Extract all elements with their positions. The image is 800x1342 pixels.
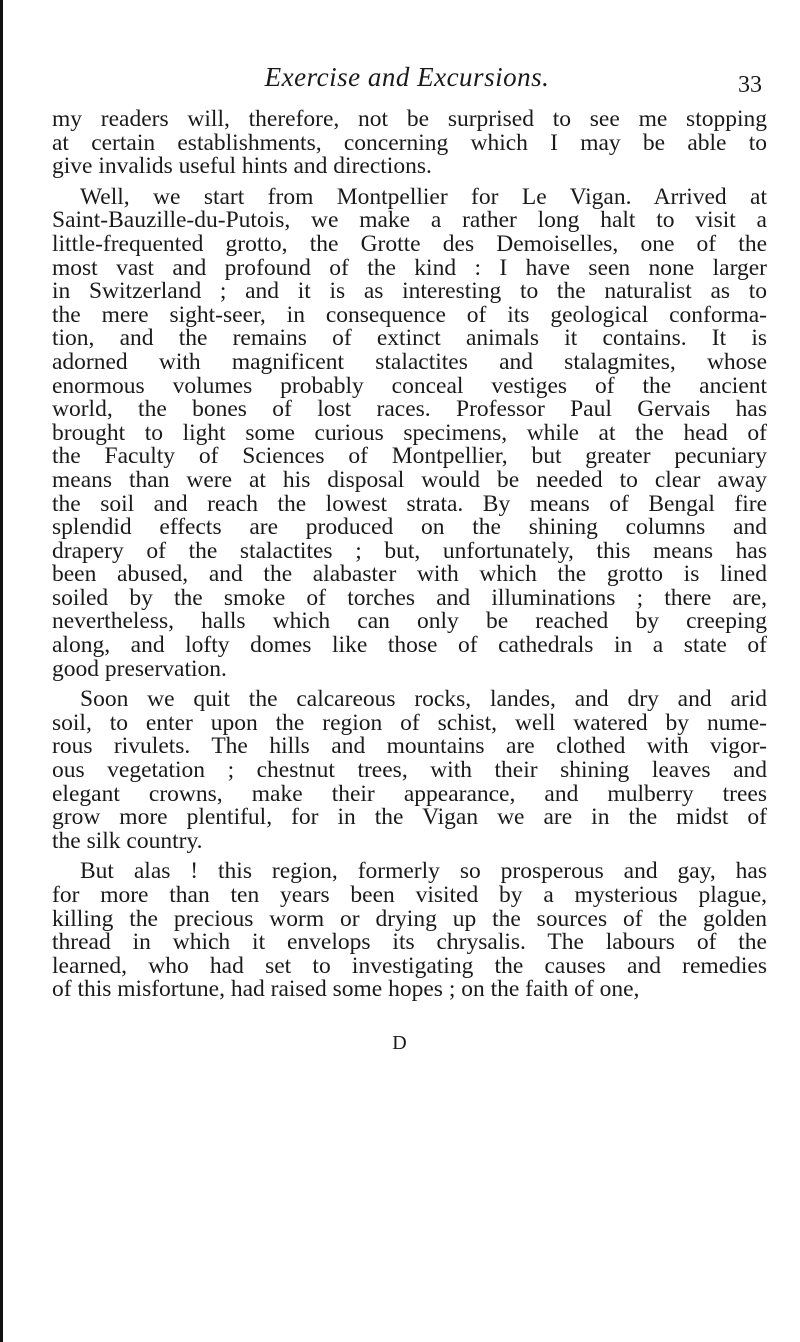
text-line: been abused, and the alabaster with which the grotto is lined — [52, 563, 767, 587]
paragraph — [52, 186, 767, 681]
paragraph — [52, 108, 767, 179]
paragraph — [52, 688, 767, 853]
page-edge-rule — [0, 0, 3, 1342]
text-line: Soon we quit the calcareous rocks, landes, and dry and arid — [80, 688, 767, 712]
text-line: Well, we start from Montpellier for Le Vigan. Arrived at — [80, 185, 767, 210]
text-line: at certain establishments, concerning which I may be able to — [52, 131, 767, 156]
text-line: of this misfortune, had raised some hopes ; on the faith of one, — [52, 978, 640, 1002]
text-line: rous rivulets. The hills and mountains are clothed with vigor- — [52, 735, 767, 760]
text-line: along, and lofty domes like those of cathedrals in a state of — [52, 634, 767, 658]
paragraph-gap — [52, 179, 767, 186]
text-line: But alas ! this region, formerly so prosperous and gay, has — [80, 860, 767, 884]
text-line: for more than ten years been visited by a mysterious plague, — [52, 884, 767, 908]
paragraph-gap — [52, 853, 767, 860]
text-line: adorned with magnificent stalactites and stalagmites, whose — [52, 350, 767, 375]
text-line: the soil and reach the lowest strata. By means of Bengal fire — [52, 492, 767, 517]
text-line: world, the bones of lost races. Professor Paul Gervais has — [52, 398, 767, 422]
text-line: the Faculty of Sciences of Montpellier, but greater pecuniary — [52, 445, 767, 469]
page-header — [52, 62, 762, 102]
text-line: killing the precious worm or drying up the sources of the golden — [52, 907, 767, 932]
text-line: most vast and profound of the kind : I have seen none larger — [52, 256, 767, 281]
text-line: my readers will, therefore, not be surprised to see me stopping — [52, 108, 767, 132]
text-line: learned, who had set to investigating the causes and remedies — [52, 954, 767, 979]
text-line: little-frequented grotto, the Grotte des Demoiselles, one of the — [52, 232, 767, 257]
page-number: 33 — [738, 72, 762, 98]
text-line: enormous volumes probably conceal vestiges of the ancient — [52, 374, 767, 399]
text-line: give invalids useful hints and directions. — [52, 155, 432, 179]
text-line: the silk country. — [52, 829, 203, 854]
paragraph — [52, 860, 767, 1002]
text-line: tion, and the remains of extinct animals it contains. It is — [52, 327, 767, 351]
text-line: elegant crowns, make their appearance, and mulberry trees — [52, 782, 767, 807]
text-line: in Switzerland ; and it is as interesting to the naturalist as to — [52, 280, 767, 304]
text-line: Saint-Bauzille-du-Putois, we make a rather long halt to visit a — [52, 209, 767, 233]
text-line: splendid effects are produced on the shining columns and — [52, 516, 767, 540]
running-title: Exercise and Excursions. — [264, 62, 550, 92]
text-line: grow more plentiful, for in the Vigan we are in the midst of — [52, 806, 767, 830]
text-line: good preservation. — [52, 657, 227, 682]
text-line: brought to light some curious specimens, while at the head of — [52, 421, 767, 446]
text-line: the mere sight-seer, in consequence of its geological conforma- — [52, 303, 767, 328]
text-line: soil, to enter upon the region of schist, well watered by nume- — [52, 711, 767, 736]
text-line: means than were at his disposal would be needed to clear away — [52, 468, 767, 493]
text-line: thread in which it envelops its chrysalis. The labours of the — [52, 931, 767, 955]
text-line: soiled by the smoke of torches and illuminations ; there are, — [52, 586, 767, 611]
signature-mark: D — [392, 1032, 408, 1054]
body-text — [52, 108, 767, 1002]
text-line: drapery of the stalactites ; but, unfortunately, this means has — [52, 539, 767, 564]
paragraph-gap — [52, 681, 767, 688]
text-line: nevertheless, halls which can only be reached by creeping — [52, 610, 767, 635]
text-line: ous vegetation ; chestnut trees, with their shining leaves and — [52, 759, 767, 783]
